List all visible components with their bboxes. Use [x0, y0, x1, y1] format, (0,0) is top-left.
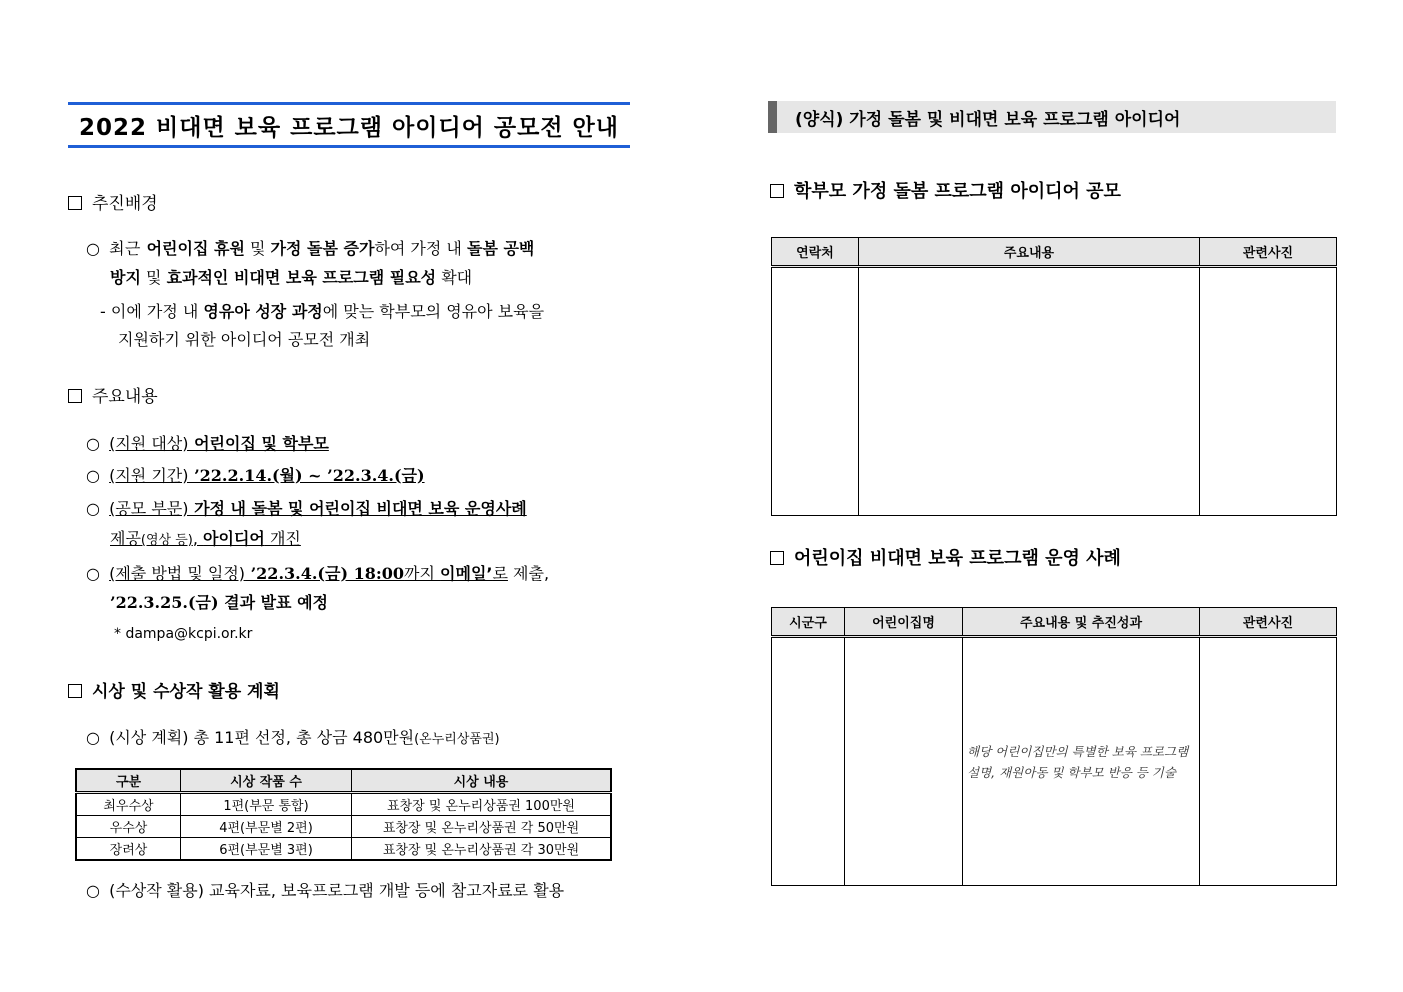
table-cell: 최우수상	[76, 793, 181, 816]
prize-table	[75, 768, 612, 861]
support-target-item: ○ (지원 대상) 어린이집 및 학부모	[86, 434, 329, 453]
table-cell: 4편(부문별 2편)	[181, 816, 352, 838]
bullet-icon: ○	[86, 881, 100, 900]
table-header-cell: 주요내용 및 추진성과	[963, 608, 1200, 637]
checkbox-icon	[68, 389, 82, 403]
district-cell[interactable]	[772, 637, 845, 886]
table-row	[76, 793, 611, 816]
table-header-row	[772, 608, 1337, 637]
table-header-cell: 주요내용	[859, 238, 1200, 267]
bullet-icon: ○	[86, 239, 100, 258]
section-heading-parent-ideas: 학부모 가정 돌봄 프로그램 아이디어 공모	[770, 177, 1121, 203]
checkbox-icon	[68, 196, 82, 210]
content-cell[interactable]	[859, 267, 1200, 516]
table-header-cell: 관련사진	[1200, 608, 1337, 637]
section-heading-daycare-cases: 어린이집 비대면 보육 프로그램 운영 사례	[770, 544, 1121, 570]
contest-category-item: ○ (공모 부문) 가정 내 돌봄 및 어린이집 비대면 보육 운영사례	[86, 499, 527, 518]
table-header-row	[76, 769, 611, 793]
page-title: 2022 비대면 보육 프로그램 아이디어 공모전 안내	[68, 102, 630, 148]
bullet-icon: ○	[86, 564, 100, 583]
background-line-1: ○ 최근 어린이집 휴원 및 가정 돌봄 증가하여 가정 내 돌봄 공백	[86, 239, 535, 258]
table-header-cell: 시군구	[772, 608, 845, 637]
section-heading-main-content: 주요내용	[68, 382, 158, 407]
result-announcement: ’22.3.25.(금) 결과 발표 예정	[110, 593, 328, 612]
bullet-icon: ○	[86, 434, 100, 453]
table-header-cell: 연락처	[772, 238, 859, 267]
table-row	[772, 637, 1337, 886]
table-header-cell: 구분	[76, 769, 181, 793]
award-plan-item: ○ (시상 계획) 총 11편 선정, 총 상금 480만원(온누리상품권)	[86, 728, 500, 747]
support-period-item: ○ (지원 기간) ’22.2.14.(월) ~ ’22.3.4.(금)	[86, 466, 425, 485]
table-cell: 표창장 및 온누리상품권 각 30만원	[352, 838, 612, 861]
table-header-cell: 시상 내용	[352, 769, 612, 793]
daycare-name-cell[interactable]	[845, 637, 963, 886]
contact-cell[interactable]	[772, 267, 859, 516]
instruction-note: 해당 어린이집만의 특별한 보육 프로그램 설명, 재원아동 및 학부모 반응 등 기술	[967, 743, 1189, 780]
photo-cell[interactable]	[1200, 267, 1337, 516]
form-title: (양식) 가정 돌봄 및 비대면 보육 프로그램 아이디어	[768, 101, 1336, 133]
daycare-case-form-table	[771, 607, 1337, 886]
photo-cell[interactable]	[1200, 637, 1337, 886]
table-header-cell: 시상 작품 수	[181, 769, 352, 793]
table-header-cell: 어린이집명	[845, 608, 963, 637]
table-row	[772, 267, 1337, 516]
background-line-3: - 이에 가정 내 영유아 성장 과정에 맞는 학부모의 영유아 보육을	[100, 302, 545, 321]
bullet-icon: ○	[86, 466, 100, 485]
background-line-2: 방지 및 효과적인 비대면 보육 프로그램 필요성 확대	[110, 268, 473, 287]
table-cell: 6편(부문별 3편)	[181, 838, 352, 861]
table-cell: 표창장 및 온누리상품권 각 50만원	[352, 816, 612, 838]
bullet-icon: ○	[86, 499, 100, 518]
table-cell: 표창장 및 온누리상품권 100만원	[352, 793, 612, 816]
checkbox-icon	[770, 551, 784, 565]
table-header-row	[772, 238, 1337, 267]
section-heading-awards: 시상 및 수상작 활용 계획	[68, 677, 280, 702]
content-results-cell[interactable]	[963, 637, 1200, 886]
checkbox-icon	[770, 184, 784, 198]
checkbox-icon	[68, 684, 82, 698]
submission-item: ○ (제출 방법 및 일정) ’22.3.4.(금) 18:00까지 이메일’로 제출,	[86, 564, 550, 583]
parent-idea-form-table	[771, 237, 1337, 516]
award-usage-item: ○ (수상작 활용) 교육자료, 보육프로그램 개발 등에 참고자료로 활용	[86, 881, 565, 900]
table-row	[76, 816, 611, 838]
contact-email: * dampa@kcpi.or.kr	[114, 626, 253, 642]
table-row	[76, 838, 611, 861]
table-cell: 우수상	[76, 816, 181, 838]
table-header-cell: 관련사진	[1200, 238, 1337, 267]
bullet-icon: ○	[86, 728, 100, 747]
contest-category-line-2: 제공(영상 등), 아이디어 개진	[110, 529, 301, 548]
background-line-4: 지원하기 위한 아이디어 공모전 개최	[118, 330, 371, 349]
table-cell: 1편(부문 통합)	[181, 793, 352, 816]
table-cell: 장려상	[76, 838, 181, 861]
section-heading-background: 추진배경	[68, 189, 158, 214]
